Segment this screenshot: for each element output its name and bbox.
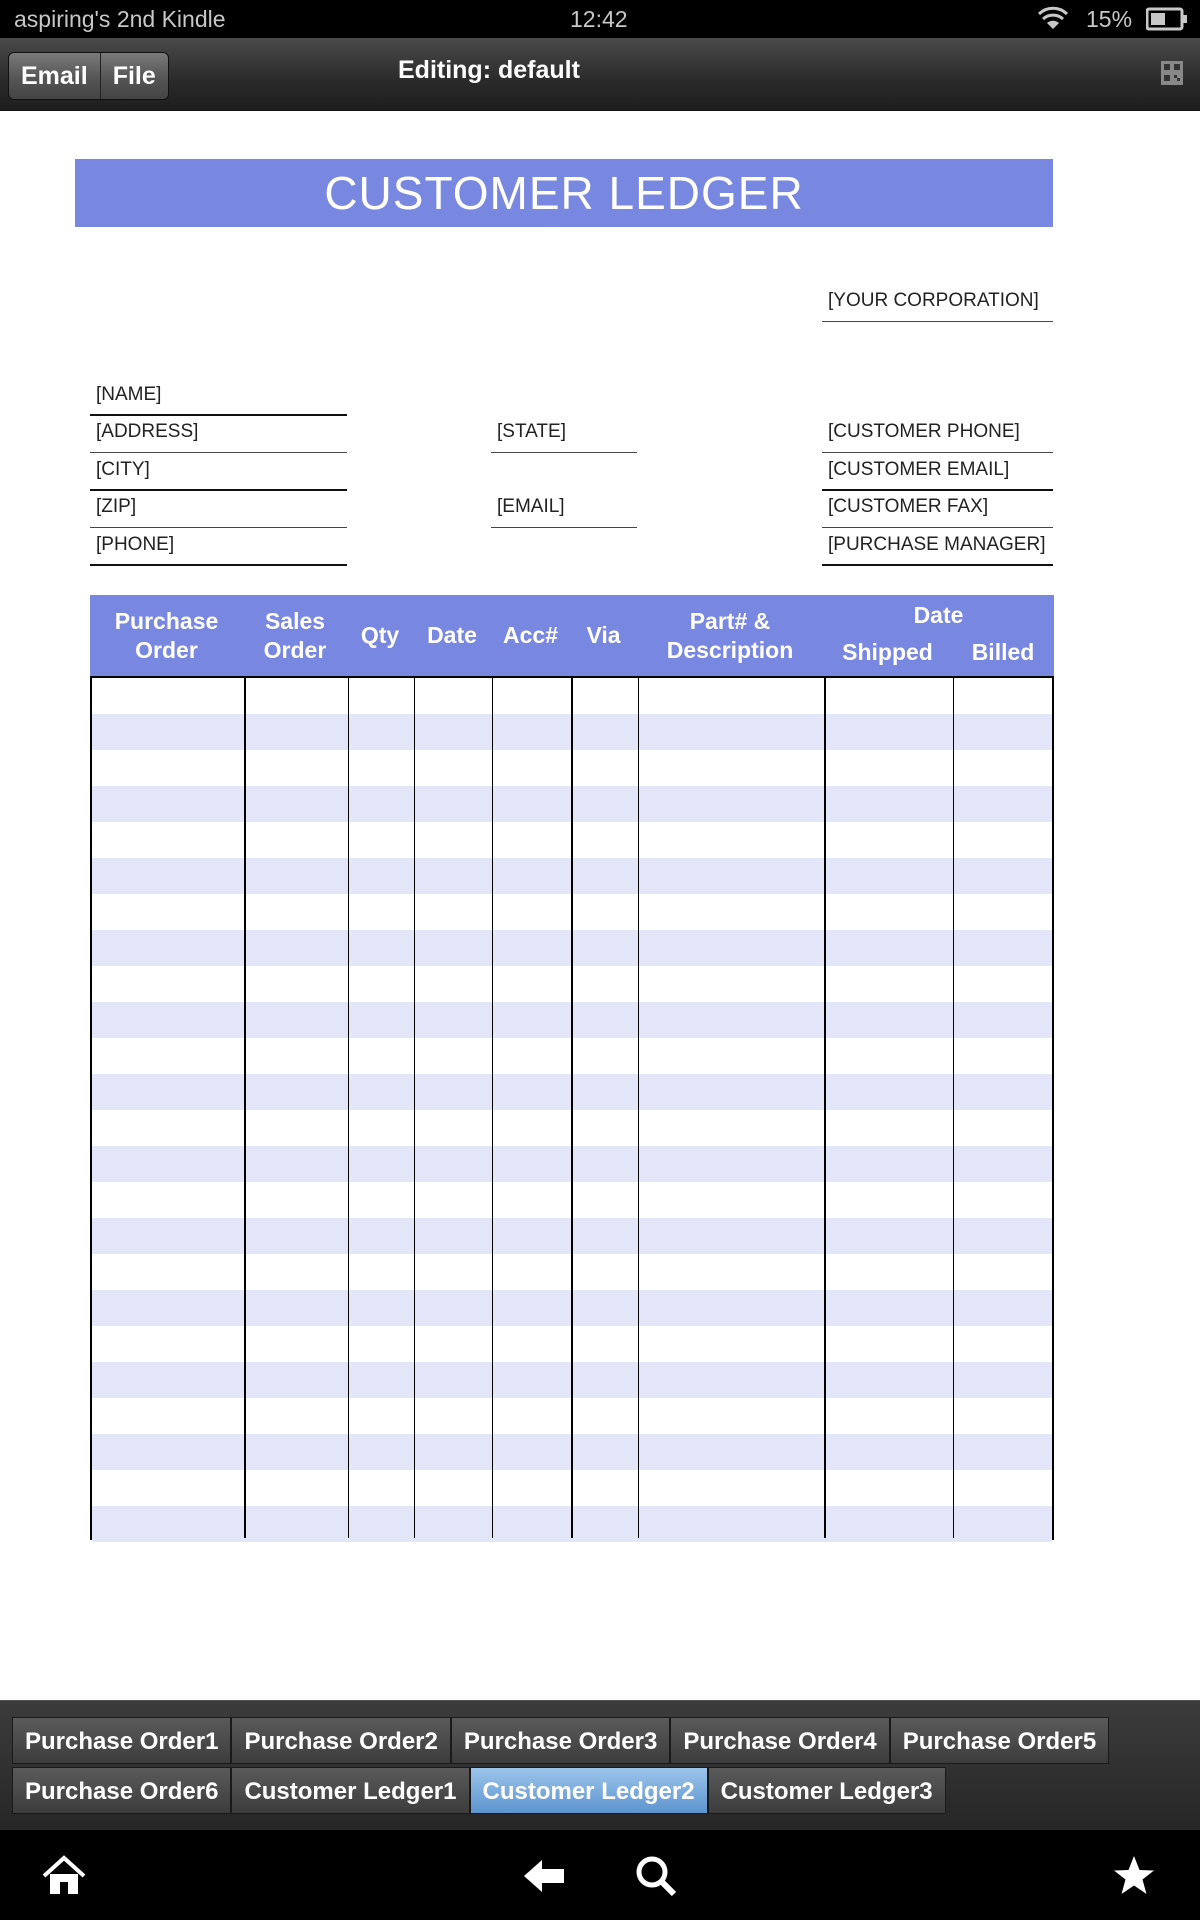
navigation-bar	[0, 1830, 1200, 1920]
ledger-table	[90, 595, 1054, 1540]
purchase-manager-field[interactable]: [PURCHASE MANAGER]	[822, 528, 1053, 566]
address-field[interactable]: [ADDRESS]	[90, 415, 347, 453]
wifi-icon	[1036, 5, 1070, 31]
device-name: aspiring's 2nd Kindle	[14, 6, 226, 32]
sheet-tab-customer-ledger3[interactable]: Customer Ledger3	[708, 1767, 946, 1814]
toolbar-button-group	[8, 52, 169, 100]
col-sales-order: Sales Order	[263, 607, 327, 663]
app-toolbar	[0, 38, 1200, 111]
fullscreen-icon[interactable]	[1160, 60, 1184, 86]
col-date: Date	[427, 622, 477, 648]
col-date-group: Date	[913, 602, 964, 628]
sheet-tab-customer-ledger2[interactable]: Customer Ledger2	[470, 1767, 708, 1814]
email-button[interactable]: Email	[9, 53, 100, 99]
column-divider	[824, 678, 826, 1538]
column-divider	[638, 678, 639, 1538]
col-acc: Acc#	[503, 622, 558, 648]
sheet-tabs-row-2	[12, 1767, 946, 1814]
sheet-tabs-row-1	[12, 1717, 1109, 1764]
favorites-icon[interactable]	[1110, 1852, 1158, 1900]
customer-phone-field[interactable]: [CUSTOMER PHONE]	[822, 415, 1053, 453]
col-via: Via	[586, 622, 621, 648]
sheet-tab-purchase-order6[interactable]: Purchase Order6	[12, 1767, 231, 1814]
battery-percent: 15%	[1086, 6, 1133, 32]
status-bar	[0, 0, 1200, 38]
phone-field[interactable]: [PHONE]	[90, 528, 347, 566]
column-divider	[244, 678, 246, 1538]
ledger-title: CUSTOMER LEDGER	[75, 159, 1053, 227]
column-divider	[571, 678, 573, 1538]
back-icon[interactable]	[520, 1852, 568, 1900]
col-part-description: Part# & Description	[666, 607, 794, 663]
column-divider	[348, 678, 349, 1538]
customer-fax-field[interactable]: [CUSTOMER FAX]	[822, 490, 1053, 528]
customer-email-field[interactable]: [CUSTOMER EMAIL]	[822, 453, 1053, 491]
sheet-tab-purchase-order5[interactable]: Purchase Order5	[890, 1717, 1109, 1764]
sheet-tab-purchase-order4[interactable]: Purchase Order4	[670, 1717, 889, 1764]
home-icon[interactable]	[40, 1852, 88, 1900]
column-divider	[492, 678, 493, 1538]
table-body[interactable]	[90, 676, 1054, 1540]
state-field[interactable]: [STATE]	[491, 415, 637, 453]
toolbar-title: Editing: default	[398, 56, 580, 84]
zip-field[interactable]: [ZIP]	[90, 490, 347, 528]
col-date-billed: Billed	[971, 639, 1035, 665]
col-qty: Qty	[360, 622, 400, 648]
search-icon[interactable]	[632, 1852, 680, 1900]
sheet-tab-customer-ledger1[interactable]: Customer Ledger1	[231, 1767, 469, 1814]
table-header	[90, 595, 1054, 676]
column-divider	[953, 678, 954, 1538]
battery-icon	[1146, 7, 1188, 31]
file-button[interactable]: File	[100, 53, 168, 99]
city-field[interactable]: [CITY]	[90, 453, 347, 491]
clock: 12:42	[570, 6, 628, 32]
sheet-tab-purchase-order2[interactable]: Purchase Order2	[231, 1717, 450, 1764]
column-divider	[414, 678, 415, 1538]
sheet-tab-purchase-order1[interactable]: Purchase Order1	[12, 1717, 231, 1764]
col-purchase-order: Purchase Order	[114, 607, 219, 663]
corporation-field[interactable]: [YOUR CORPORATION]	[822, 284, 1053, 322]
name-field[interactable]: [NAME]	[90, 378, 347, 416]
sheet-tabs	[0, 1700, 1200, 1830]
sheet-tab-purchase-order3[interactable]: Purchase Order3	[451, 1717, 670, 1764]
col-date-shipped: Shipped	[842, 639, 933, 665]
email-field[interactable]: [EMAIL]	[491, 490, 637, 528]
